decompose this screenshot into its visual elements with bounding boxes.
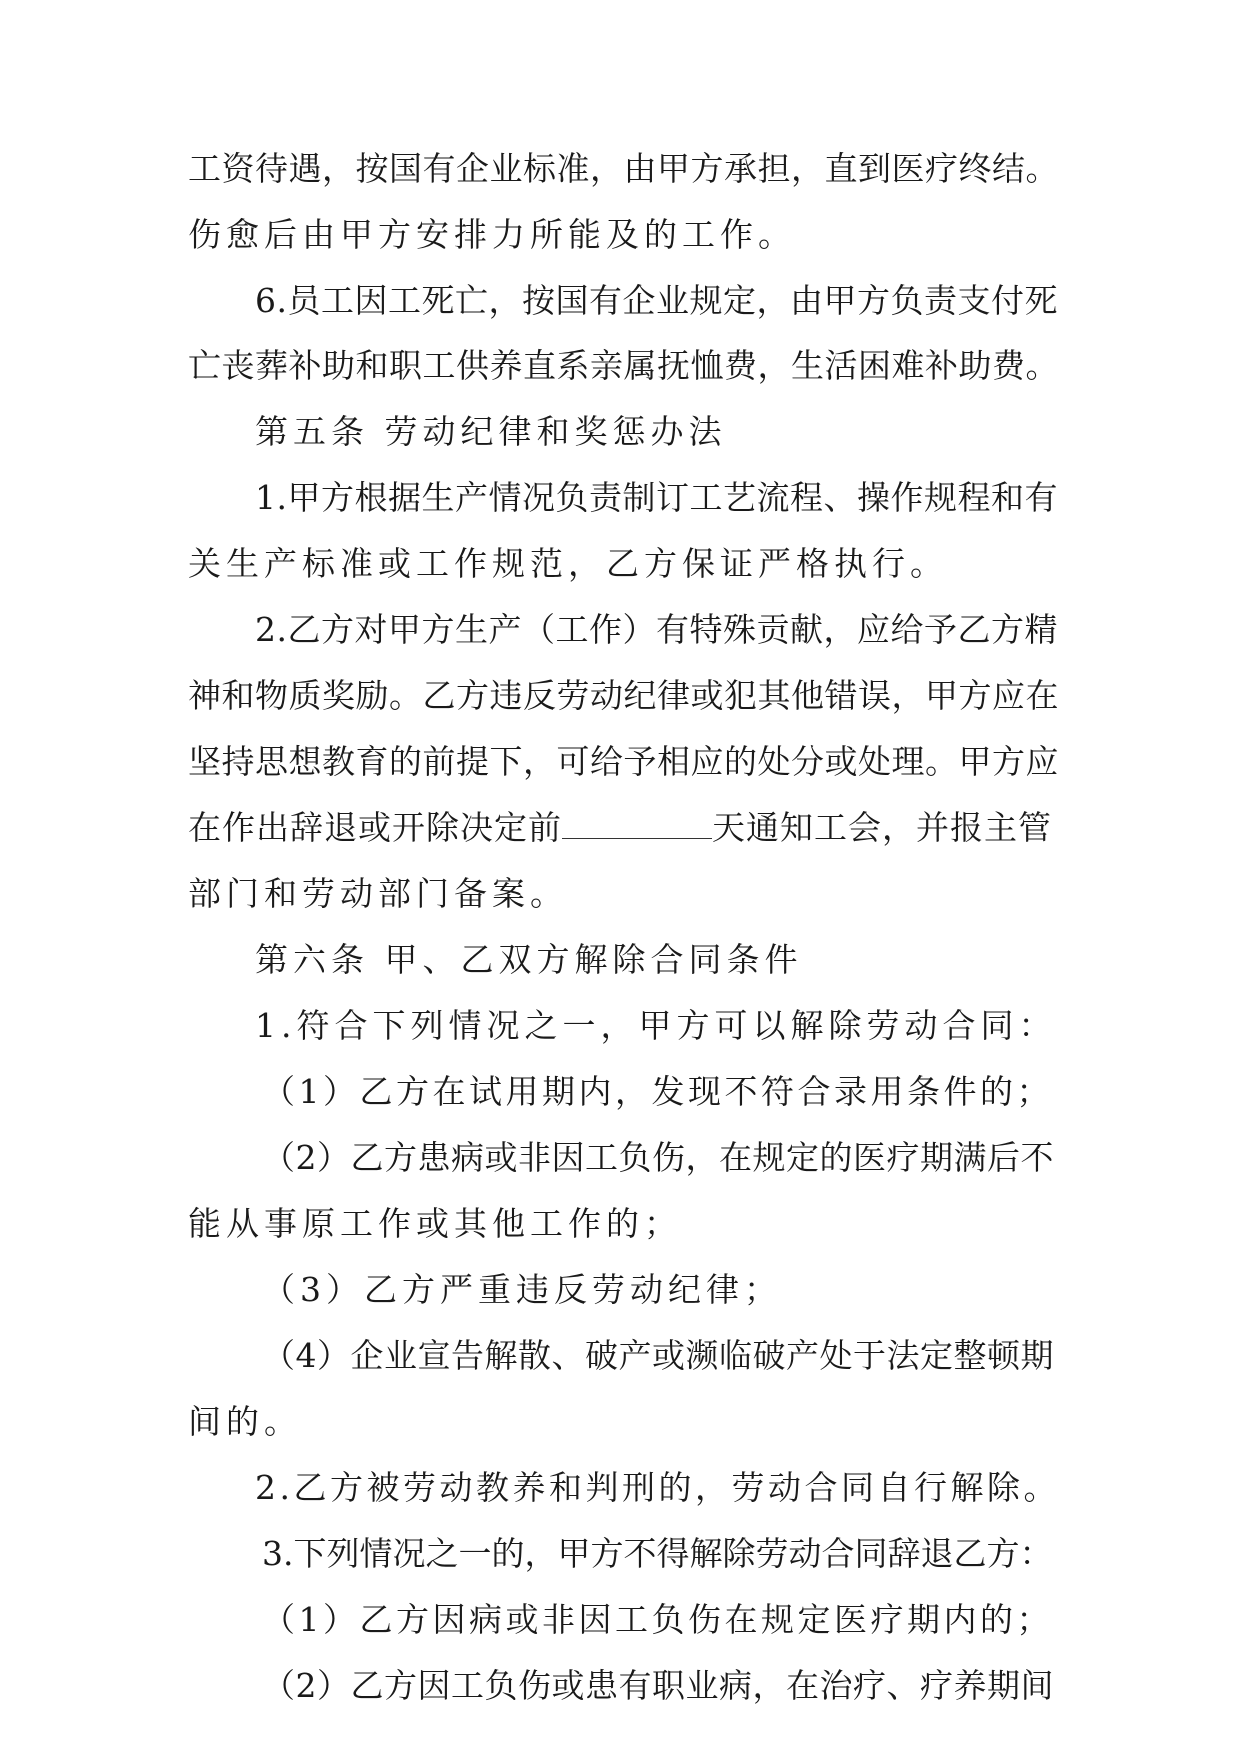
paragraph-line: 6.员工因工死亡，按国有企业规定，由甲方负责支付死 [255, 281, 1058, 320]
paragraph-line: 2.乙方对甲方生产（工作）有特殊贡献，应给予乙方精 [255, 610, 1058, 649]
paragraph-line: （1）乙方在试用期内，发现不符合录用条件的； [262, 1072, 1053, 1111]
paragraph-line: （3）乙方严重违反劳动纪律； [262, 1270, 782, 1309]
paragraph-line: 工资待遇，按国有企业标准，由甲方承担，直到医疗终结。 [188, 149, 1059, 188]
paragraph-line: 3.下列情况之一的，甲方不得解除劳动合同辞退乙方： [262, 1534, 1053, 1573]
paragraph-line: 1.符合下列情况之一，甲方可以解除劳动合同： [255, 1006, 1057, 1045]
paragraph-line: 1.甲方根据生产情况负责制订工艺流程、操作规程和有 [255, 478, 1058, 517]
paragraph-line: 部门和劳动部门备案。 [188, 874, 568, 913]
paragraph-line: （1）乙方因病或非因工负伤在规定医疗期内的； [262, 1600, 1053, 1639]
section-heading: 第六条 甲、乙双方解除合同条件 [255, 940, 803, 979]
paragraph-line: 亡丧葬补助和职工供养直系亲属抚恤费，生活困难补助费。 [188, 346, 1059, 385]
paragraph-line: 神和物质奖励。乙方违反劳动纪律或犯其他错误，甲方应在 [188, 676, 1059, 715]
paragraph-line-with-blank [188, 808, 1052, 848]
line-text-before-blank: 在作出辞退或开除决定前 [188, 808, 562, 847]
line-text-after-blank: 天通知工会，并报主管 [712, 808, 1052, 847]
paragraph-line: （2）乙方患病或非因工负伤，在规定的医疗期满后不 [262, 1138, 1054, 1177]
paragraph-line: 间的。 [188, 1402, 302, 1441]
paragraph-line: 坚持思想教育的前提下，可给予相应的处分或处理。甲方应 [188, 742, 1059, 781]
paragraph-line: 伤愈后由甲方安排力所能及的工作。 [188, 215, 796, 254]
paragraph-line: （2）乙方因工负伤或患有职业病，在治疗、疗养期间 [262, 1666, 1054, 1705]
paragraph-line: 2.乙方被劳动教养和判刑的，劳动合同自行解除。 [255, 1468, 1060, 1507]
fill-in-blank [562, 810, 712, 839]
paragraph-line: 关生产标准或工作规范，乙方保证严格执行。 [188, 544, 948, 583]
section-heading: 第五条 劳动纪律和奖惩办法 [255, 412, 727, 451]
paragraph-line: 能从事原工作或其他工作的； [188, 1204, 682, 1243]
paragraph-line: （4）企业宣告解散、破产或濒临破产处于法定整顿期 [262, 1336, 1054, 1375]
